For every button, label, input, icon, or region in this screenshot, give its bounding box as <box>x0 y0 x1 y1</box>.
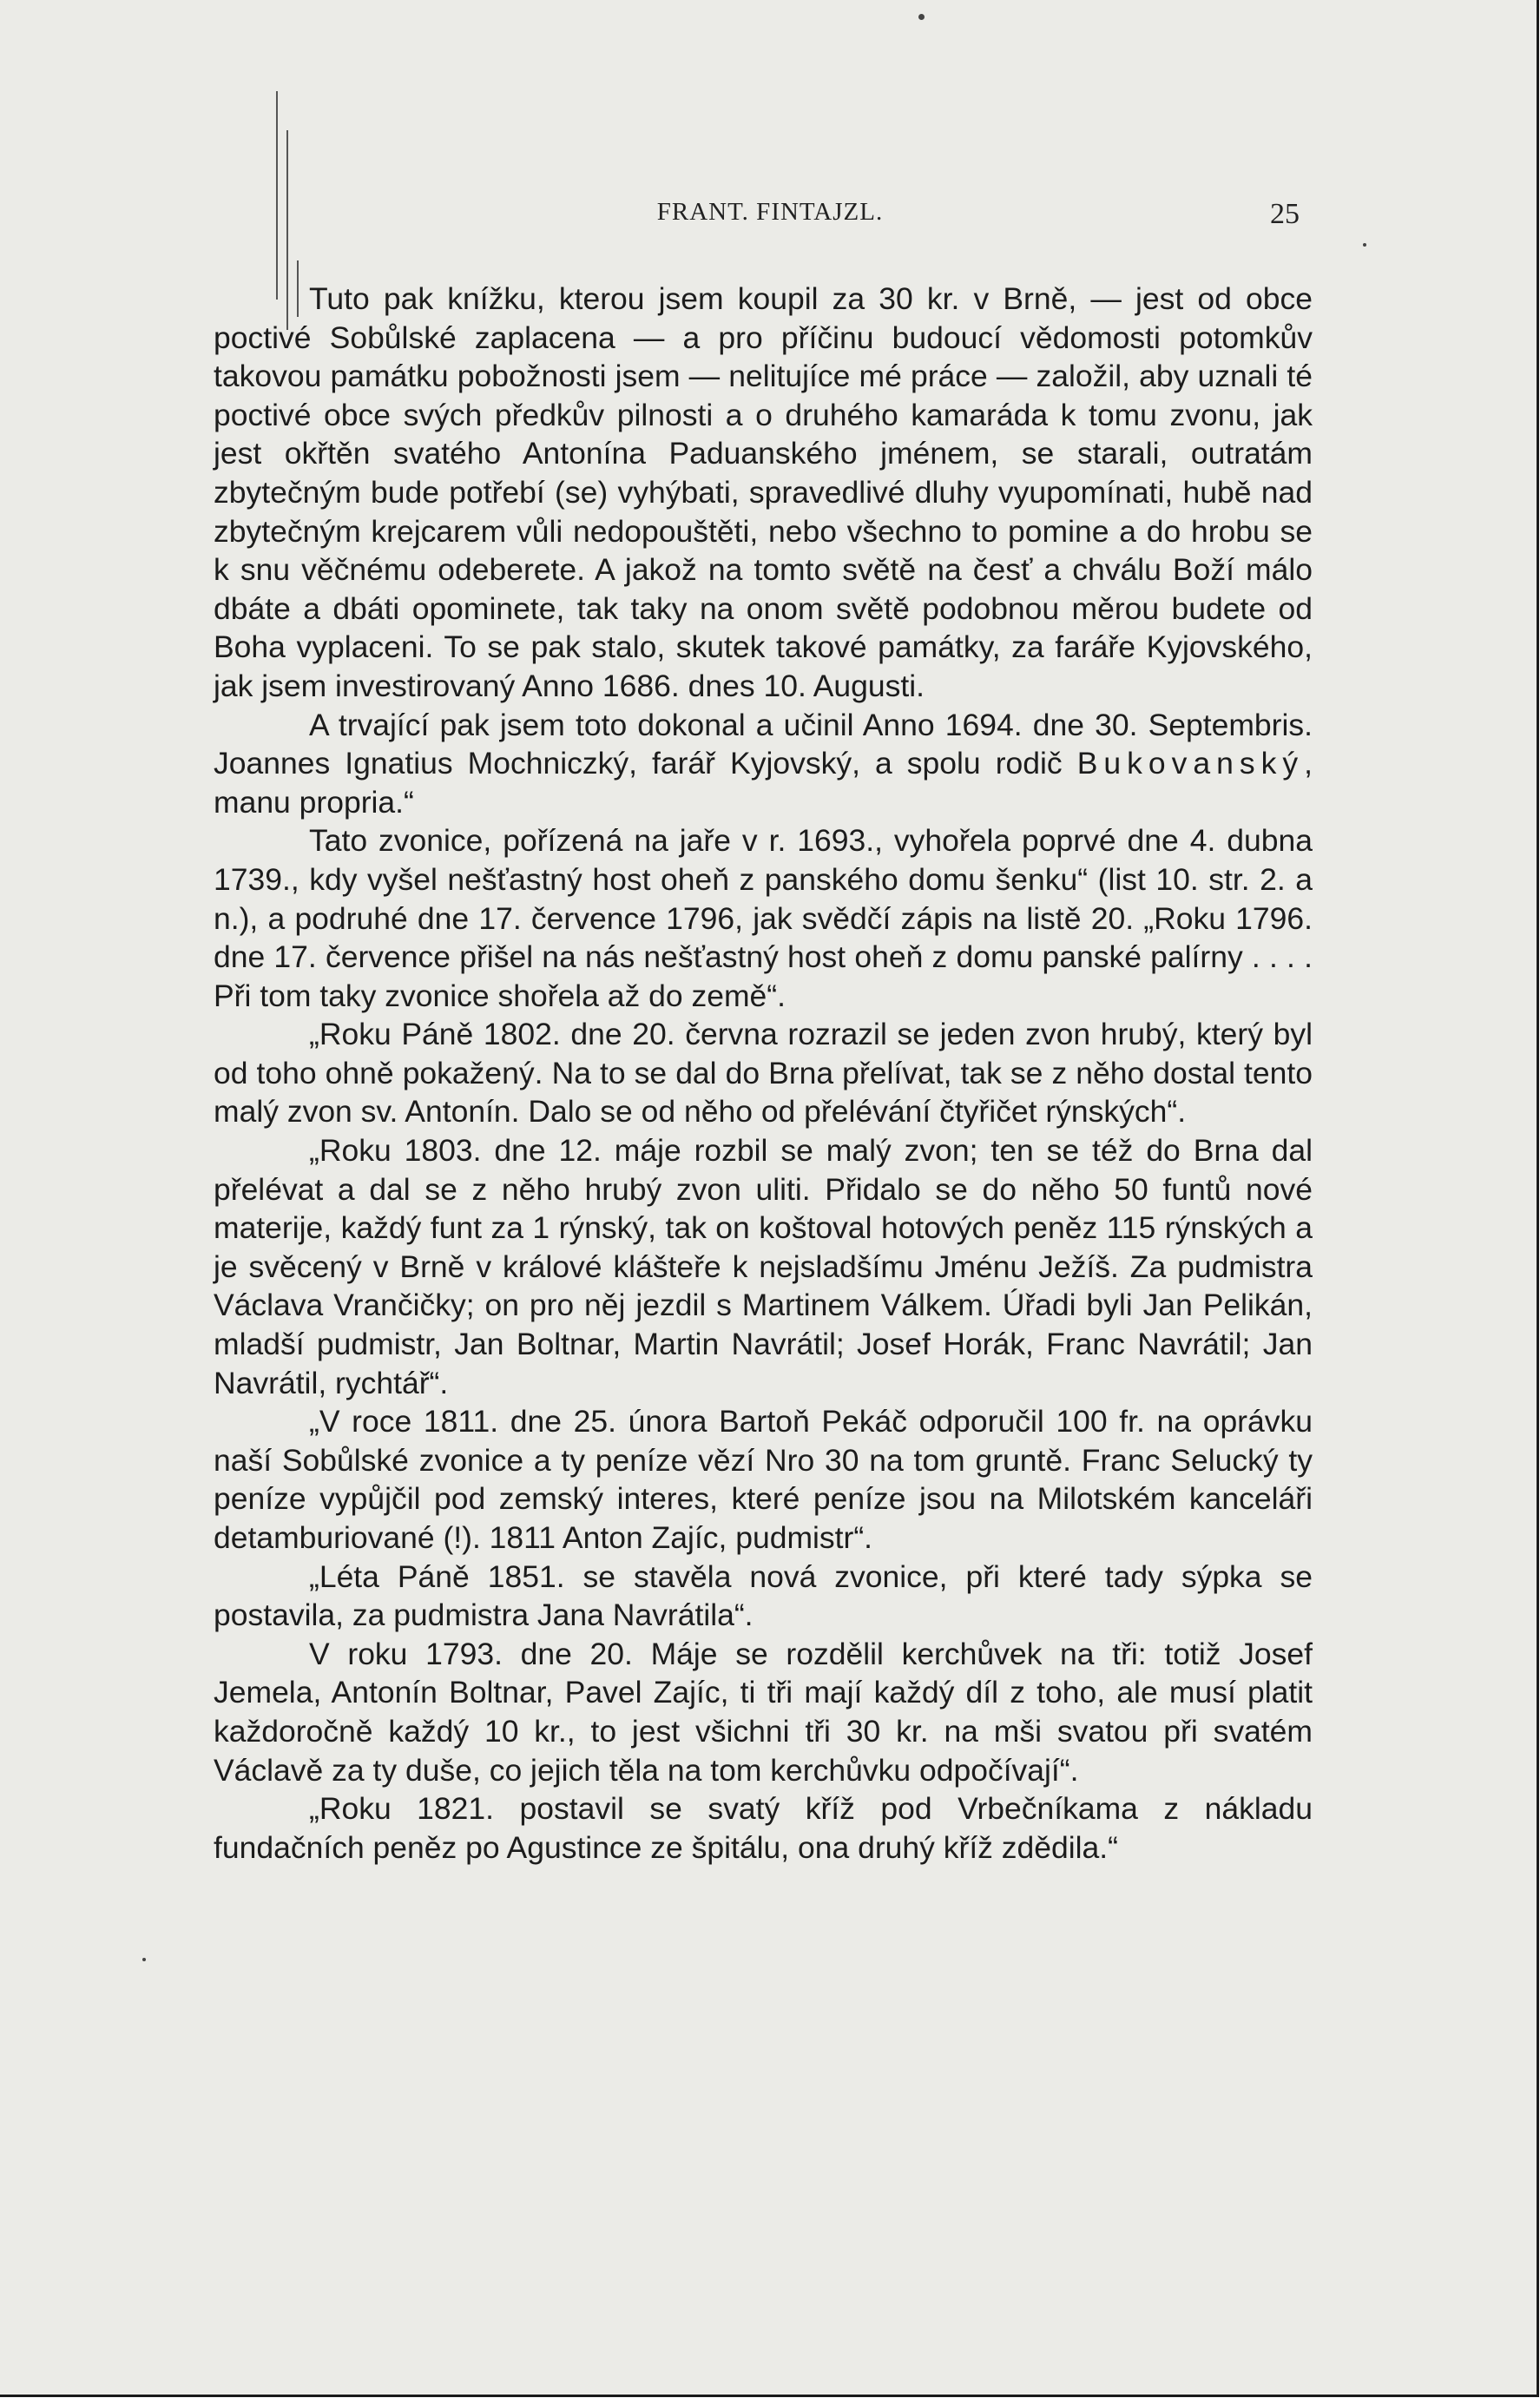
paragraph: „Roku 1821. postavil se svatý kříž pod Vrbečníkama z nákladu fundačních peněz po Agustince ze špitálu, ona druhý kříž zdědila.“ <box>214 1791 1313 1865</box>
paragraph: „Roku Páně 1802. dne 20. června rozrazil se jeden zvon hrubý, který byl od toho ohně pokažený. Na to se dal do Brna přelívat, tak se z něho dostal tento malý zvon sv. Antonín. Dalo se od něho od přelévání čtyřičet rýnských“. <box>214 1017 1313 1130</box>
paragraph: „Léta Páně 1851. se stavěla nová zvonice, při které tady sýpka se postavila, za pudmistra Jana Navrátila“. <box>214 1558 1313 1633</box>
paragraph-text: , manu propria.“ <box>214 746 1313 820</box>
running-title: FRANT. FINTAJZL. <box>656 198 884 226</box>
paragraph <box>214 706 1313 822</box>
spaced-name: Bukovanský <box>1076 746 1305 781</box>
scan-speck <box>142 1958 146 1961</box>
margin-rule <box>276 91 278 300</box>
scan-speck <box>1363 243 1366 247</box>
body-text <box>214 280 1313 1867</box>
scan-speck <box>918 14 925 20</box>
paragraph: „V roce 1811. dne 25. února Bartoň Pekáč odporučil 100 fr. na oprávku naší Sobůlské zvonice a ty peníze vězí Nro 30 na tom gruntě. Franc Selucký ty peníze vypůjčil pod zemský interes, které peníze jsou na Milotském kanceláři detamburiované (!). 1811 Anton Zajíc, pudmistr“. <box>214 1404 1313 1555</box>
paragraph: „Roku 1803. dne 12. máje rozbil se malý zvon; ten se též do Brna dal přelévat a dal se z něho hrubý zvon uliti. Přidalo se do něho 50 funtů nové materije, každý funt za 1 rýnský, tak on koštoval hotových peněz 115 rýnských a je svěcený v Brně v králové klášteře k nejsladšímu Jménu Ježíš. Za pudmistra Václava Vrančičky; on pro něj jezdil s Martinem Válkem. Úřadi byli Jan Pelikán, mladší pudmistr, Jan Boltnar, Martin Navrátil; Josef Horák, Franc Navrátil; Jan Navrátil, rychtář“. <box>214 1133 1313 1400</box>
paragraph: Tato zvonice, pořízená na jaře v r. 1693., vyhořela poprvé dne 4. dubna 1739., kdy vyšel nešťastný host oheň z panského domu šenku“ (list 10. str. 2. a n.), a podruhé dne 17. července 1796, jak svědčí zápis na listě 20. „Roku 1796. dne 17. července přišel na nás nešťastný host oheň z domu panské palírny . . . . Při tom taky zvonice shořela až do země“. <box>214 823 1313 1013</box>
paragraph: V roku 1793. dne 20. Máje se rozdělil kerchůvek na tři: totiž Josef Jemela, Antonín Boltnar, Pavel Zajíc, ti tři mají každý díl z toho, ale musí platit každoročně každý 10 kr., to jest všichni tři 30 kr. na mši svatou při svatém Václavě za ty duše, co jejich těla na tom kerchůvku odpočívají“. <box>214 1636 1313 1788</box>
paragraph: Tuto pak knížku, kterou jsem koupil za 30 kr. v Brně, — jest od obce poctivé Sobůlské zaplacena — a pro příčinu budoucí vědomosti potomkův takovou památku pobožnosti jsem — nelitujíce mé práce — založil, aby uznali té poctivé obce svých předkův pilnosti a o druhého kamaráda k tomu zvonu, jak jest okřtěn svatého Antonína Paduanského jménem, se starali, outratám zbytečným bude potřebí (se) vyhýbati, spravedlivé dluhy vyupomínati, hubě nad zbytečným krejcarem vůli nedopouštěti, nebo všechno to pomine a do hrobu se k snu věčnému odeberete. A jakož na tomto světě na česť a chválu Boží málo dbáte a dbáti opominete, tak taky na onom světě podobnou měrou budete od Boha vyplaceni. To se pak stalo, skutek takové památky, za faráře Kyjovského, jak jsem investirovaný Anno 1686. dnes 10. Augusti. <box>214 281 1313 703</box>
page-number: 25 <box>1270 198 1300 230</box>
paragraph-text: A trvající pak jsem toto dokonal a učinil Anno 1694. dne 30. Septembris. Joannes Ignatius Mochniczký, farář Kyjovský, a spolu rodič <box>214 707 1313 781</box>
